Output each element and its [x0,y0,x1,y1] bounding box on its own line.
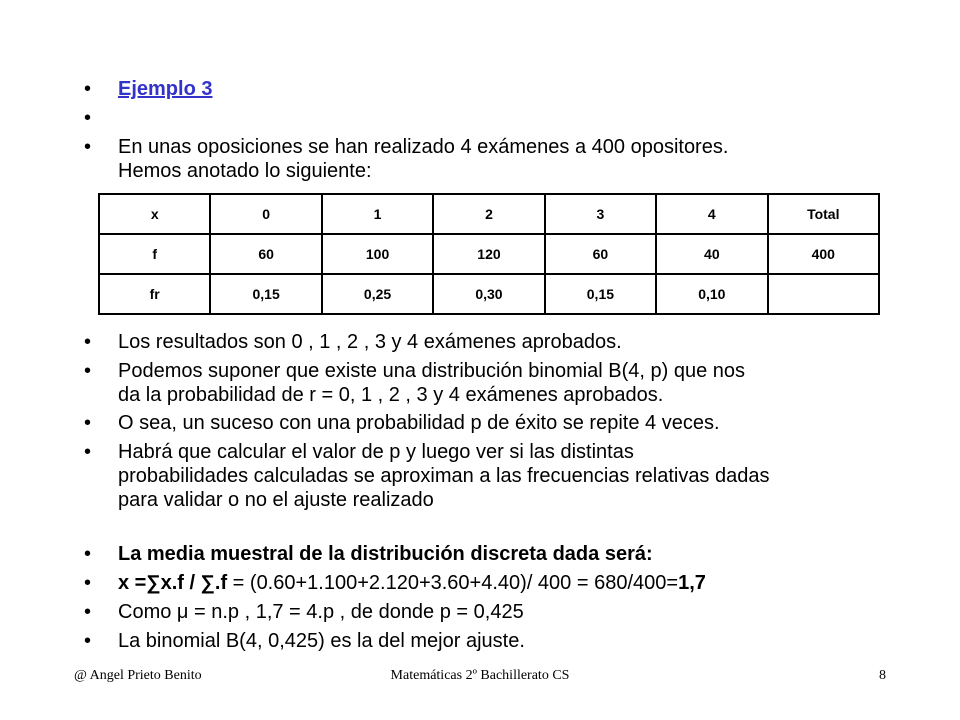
table-cell [768,274,879,314]
table-cell: Total [768,194,879,234]
calculate-line-3: para validar o no el ajuste realizado [118,489,434,511]
bullet-marker: • [84,78,92,100]
table-cell: 0,10 [656,274,767,314]
formula-definition: x =∑x.f / ∑.f [118,572,228,594]
table-cell: 2 [433,194,544,234]
table-cell: 3 [545,194,656,234]
conclusion-text: La binomial B(4, 0,425) es la del mejor ajuste. [118,630,525,652]
table-cell: 60 [545,234,656,274]
formula-computation: = (0.60+1.100+2.120+3.60+4.40)/ 400 = 680/400= [227,572,679,594]
mean-formula [118,571,908,595]
table-row-fr [99,274,879,314]
table-cell: 1 [322,194,433,234]
calculate-line-2: probabilidades calculadas se aproximan a las frecuencias relativas dadas [118,465,770,487]
table-cell: 4 [656,194,767,234]
table-cell: x [99,194,210,234]
bullet-marker: • [84,441,92,463]
footer-author: @ Angel Prieto Benito [74,668,202,683]
calculate-text [118,440,908,512]
binomial-line-1: Podemos suponer que existe una distribución binomial B(4, p) que nos [118,360,746,382]
intro-text [118,135,908,183]
table-cell: fr [99,274,210,314]
table-cell: 40 [656,234,767,274]
calculate-line-1: Habrá que calcular el valor de p y luego ver si las distintas [118,441,634,463]
table-cell: 0 [210,194,321,234]
table-cell: 120 [433,234,544,274]
sample-mean-heading: La media muestral de la distribución discreta dada será: [118,543,653,565]
table-cell: 100 [322,234,433,274]
bullet-marker: • [84,136,92,158]
bullet-marker: • [84,601,92,623]
table-cell: f [99,234,210,274]
table-row-f [99,234,879,274]
table-cell: 60 [210,234,321,274]
binomial-line-2: da la probabilidad de r = 0, 1 , 2 , 3 y 4 exámenes aprobados. [118,384,664,406]
table-row-x [99,194,879,234]
frequency-table [98,193,880,315]
bullet-marker: • [84,543,92,565]
bullet-marker: • [84,412,92,434]
p-derivation-text: Como μ = n.p , 1,7 = 4.p , de donde p = 0,425 [118,601,524,623]
bullet-marker: • [84,630,92,652]
intro-line-1: En unas oposiciones se han realizado 4 exámenes a 400 opositores. [118,136,729,158]
intro-line-2: Hemos anotado lo siguiente: [118,160,372,182]
bullet-marker: • [84,572,92,594]
table-cell: 0,15 [210,274,321,314]
bullet-marker: • [84,331,92,353]
slide-title-link[interactable]: Ejemplo 3 [118,78,213,100]
results-text: Los resultados son 0 , 1 , 2 , 3 y 4 exámenes aprobados. [118,331,622,353]
suceso-text: O sea, un suceso con una probabilidad p de éxito se repite 4 veces. [118,412,720,434]
table-cell: 400 [768,234,879,274]
formula-result: 1,7 [678,572,706,594]
bullet-marker: • [84,107,92,129]
table-cell: 0,15 [545,274,656,314]
bullet-marker: • [84,360,92,382]
table-cell: 0,30 [433,274,544,314]
footer-course: Matemáticas 2º Bachillerato CS [390,668,570,683]
binomial-text [118,359,908,407]
page-number: 8 [879,668,886,683]
table-cell: 0,25 [322,274,433,314]
